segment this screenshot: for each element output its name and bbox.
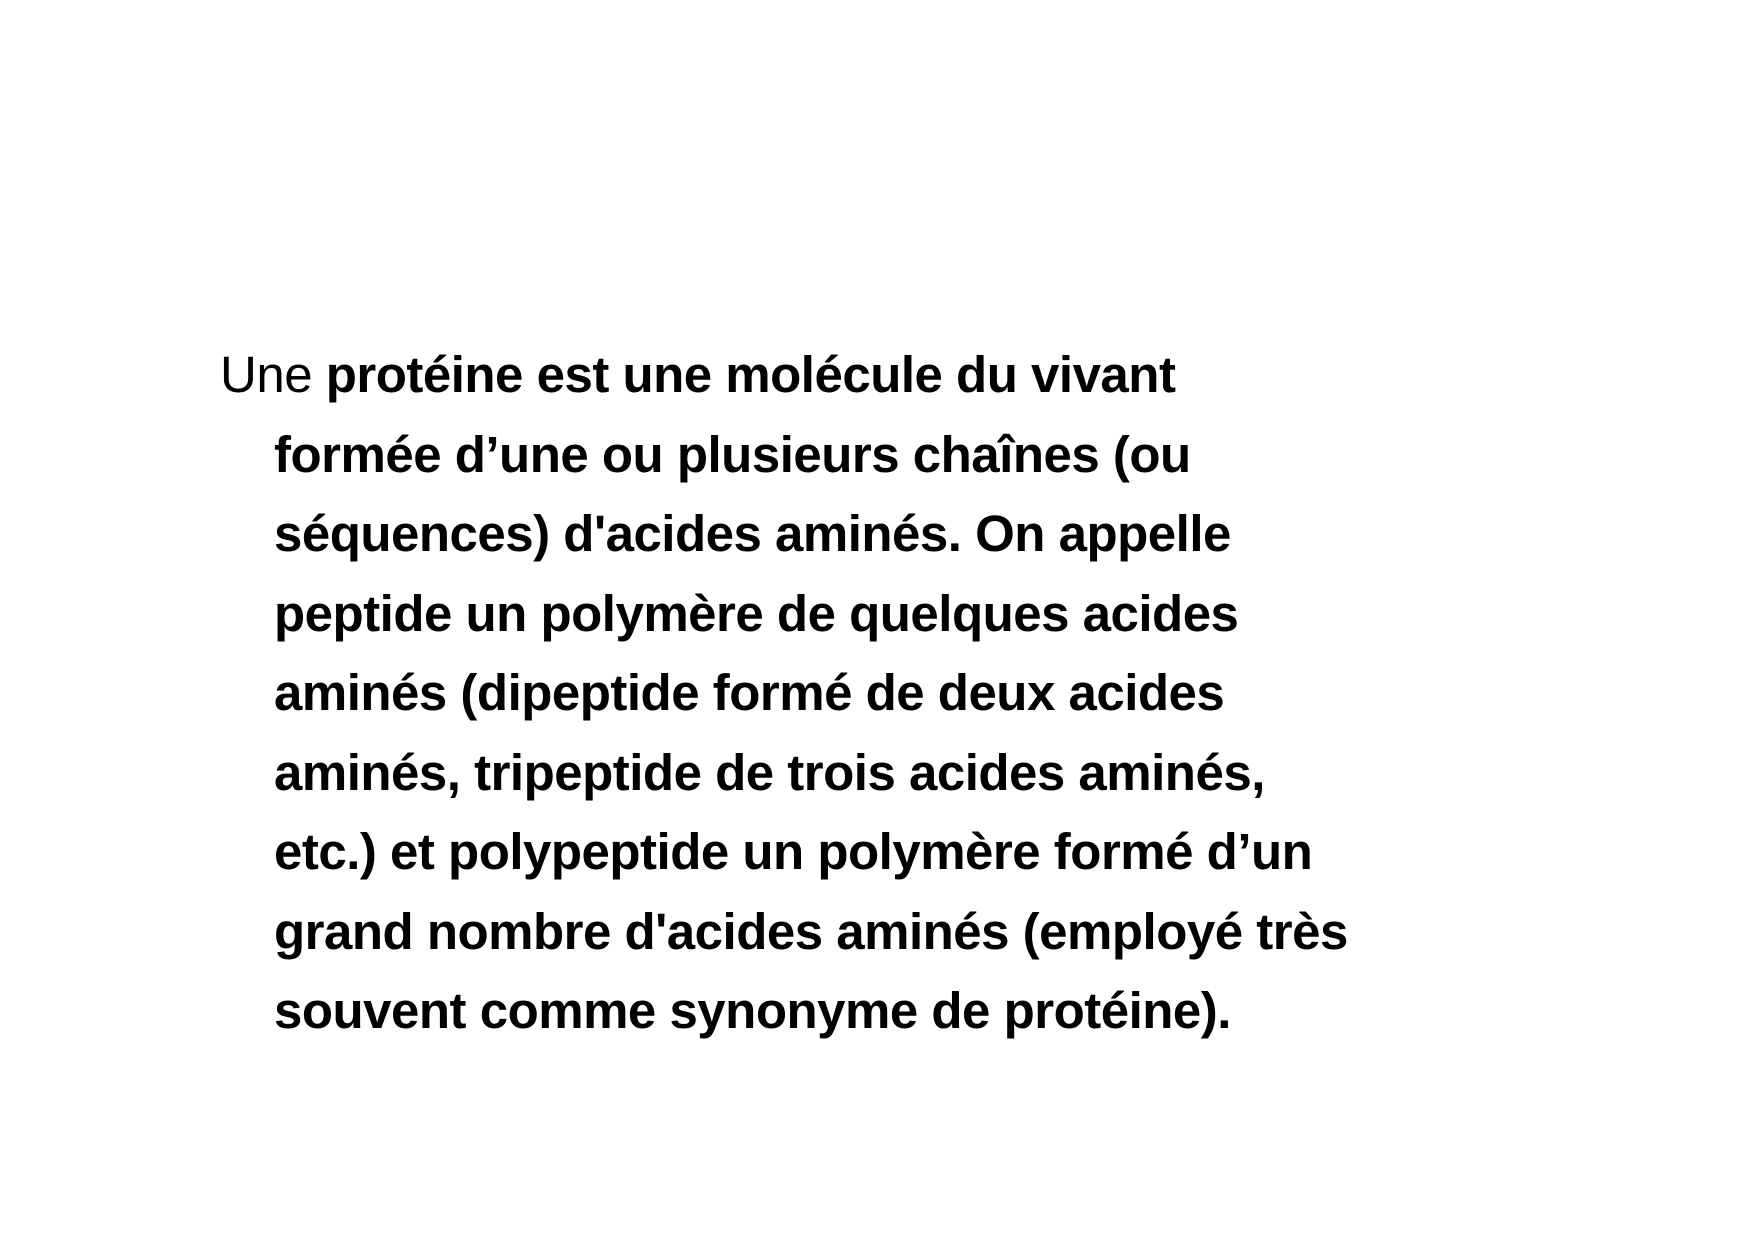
bold-text: protéine est une molécule du vivant xyxy=(325,346,1176,403)
paragraph-line-1 xyxy=(220,335,1620,415)
definition-paragraph xyxy=(220,335,1620,1051)
paragraph-line-4: peptide un polymère de quelques acides xyxy=(274,584,1239,642)
paragraph-line-7: etc.) et polypeptide un polymère formé d’un xyxy=(274,823,1313,880)
paragraph-line-9: souvent comme synonyme de protéine). xyxy=(274,982,1231,1039)
paragraph-line-3: séquences) d'acides aminés. On appelle xyxy=(274,505,1231,562)
intro-word: Une xyxy=(220,346,326,403)
paragraph-line-2: formée d’une ou plusieurs chaînes (ou xyxy=(274,425,1191,483)
paragraph-line-8: grand nombre d'acides aminés (employé très xyxy=(274,902,1348,960)
paragraph-line-6: aminés, tripeptide de trois acides aminés, xyxy=(274,743,1265,801)
paragraph-line-5: aminés (dipeptide formé de deux acides xyxy=(274,664,1225,721)
